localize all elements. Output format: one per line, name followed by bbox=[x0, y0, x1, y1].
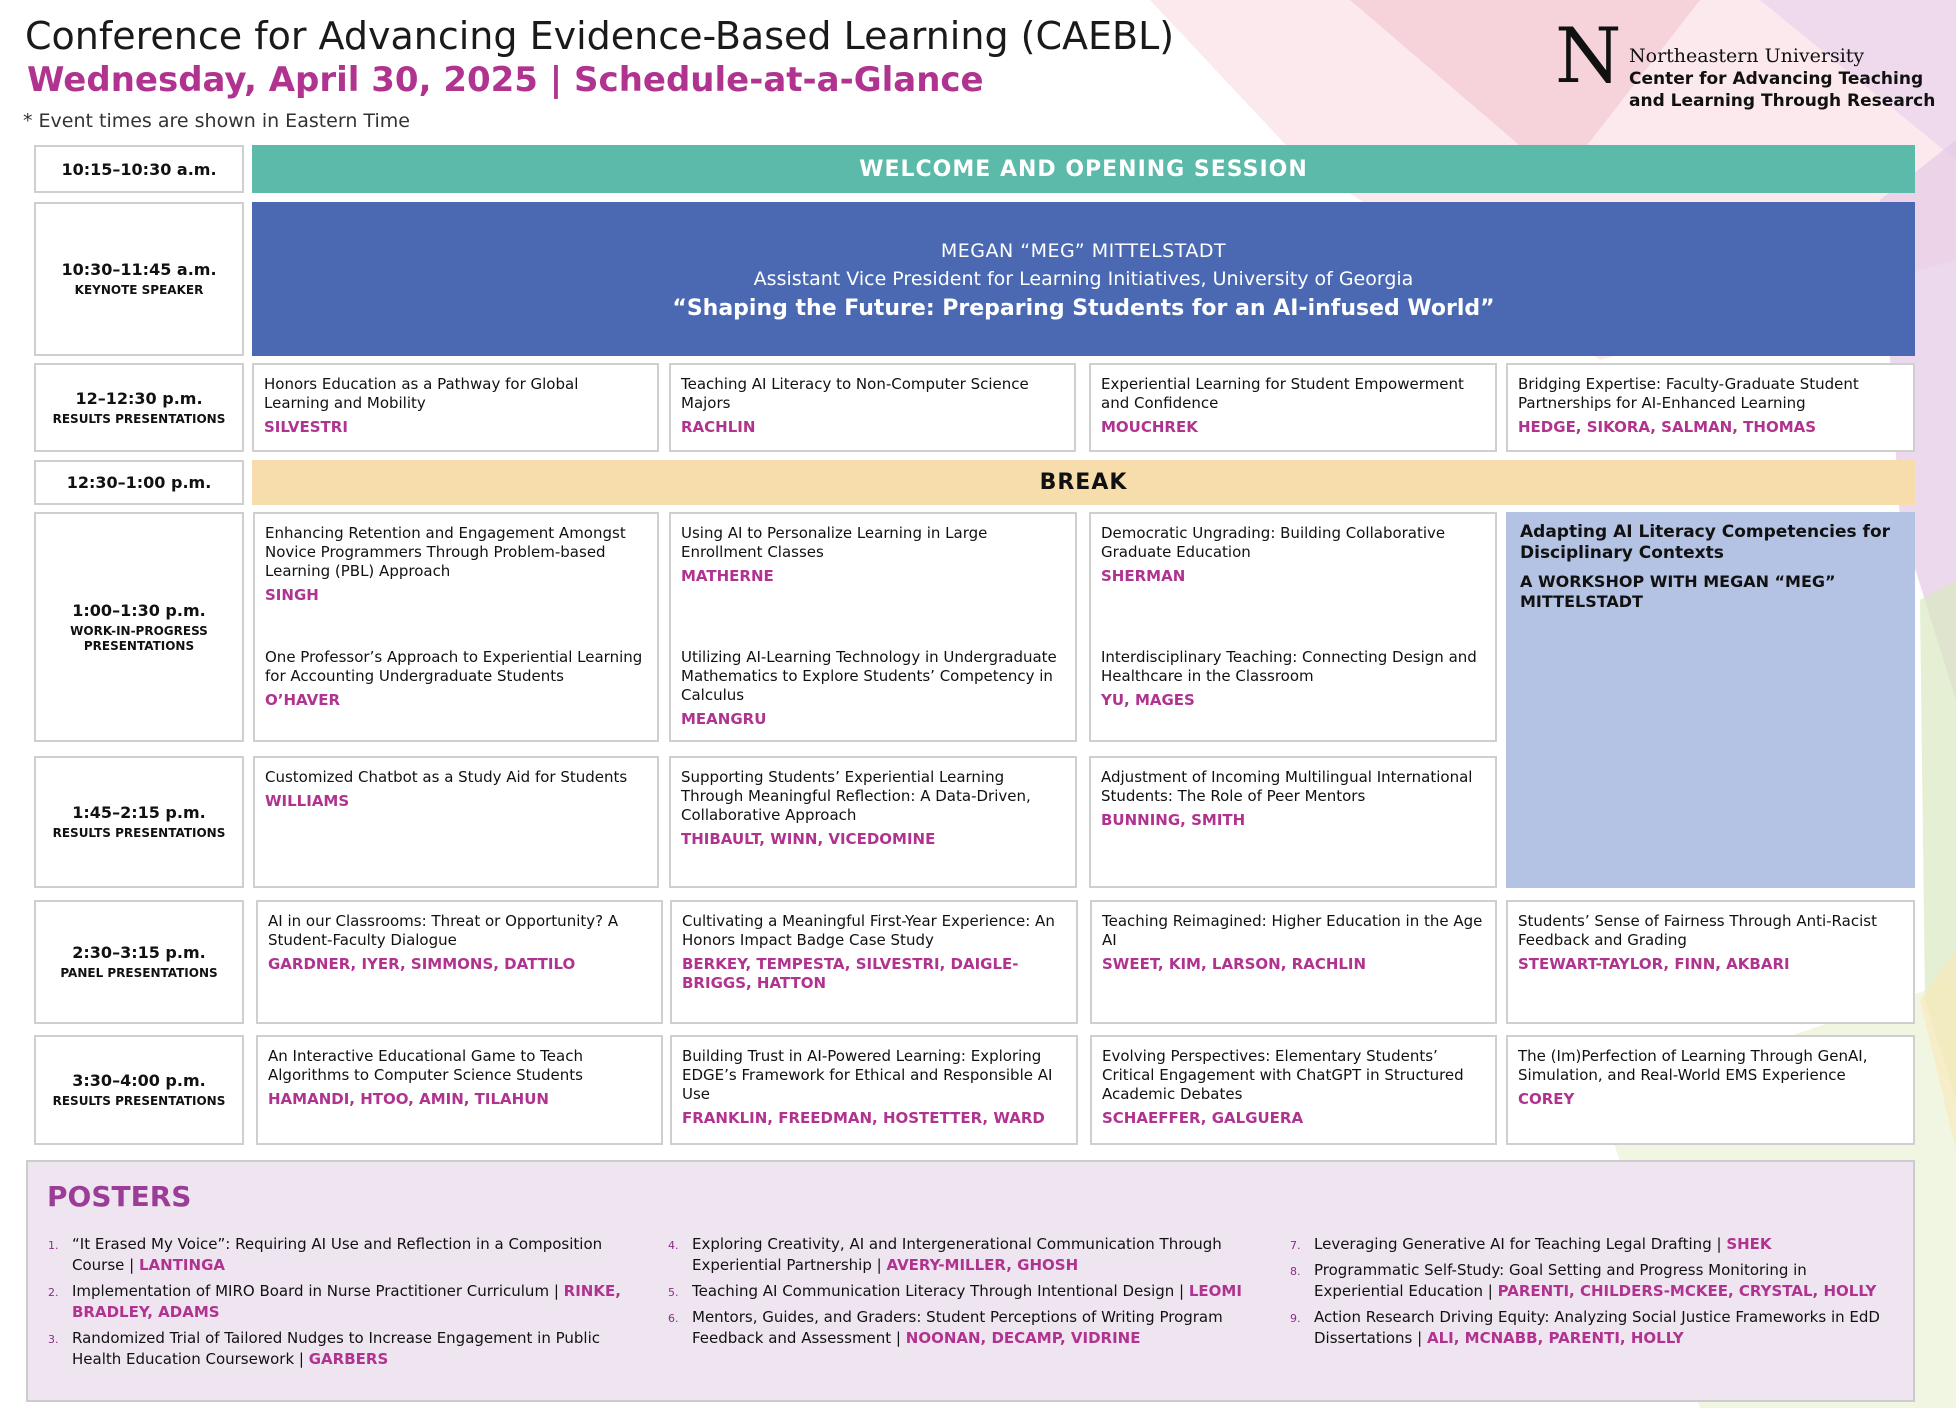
presentation-title: Customized Chatbot as a Study Aid for Students bbox=[265, 768, 628, 786]
presentation-title: Supporting Students’ Experiential Learning Through Meaningful Reflection: A Data-Driven, Collaborative Approach bbox=[681, 768, 1031, 824]
time-break bbox=[34, 460, 244, 505]
session-type-label: KEYNOTE SPEAKER bbox=[74, 283, 204, 297]
presentation-title: Enhancing Retention and Engagement Amongst Novice Programmers Through Problem-based Learning (PBL) Approach bbox=[265, 524, 626, 580]
poster-number: 7. bbox=[1290, 1239, 1301, 1252]
presentation-card bbox=[1090, 900, 1497, 1024]
poster-authors: LEOMI bbox=[1188, 1282, 1242, 1300]
poster-title: Teaching AI Communication Literacy Through Intentional Design | bbox=[692, 1282, 1185, 1300]
poster-column bbox=[668, 1234, 1268, 1354]
presentation-block bbox=[1101, 524, 1485, 648]
time-label: 1:00–1:30 p.m. bbox=[72, 600, 206, 620]
poster-number: 4. bbox=[668, 1239, 679, 1252]
poster-column bbox=[1290, 1234, 1890, 1354]
poster-title: Leveraging Generative AI for Teaching Legal Drafting | bbox=[1314, 1235, 1722, 1253]
time-label: 12–12:30 p.m. bbox=[75, 388, 203, 408]
presentation-title: AI in our Classrooms: Threat or Opportunity? A Student-Faculty Dialogue bbox=[268, 912, 619, 949]
presentation-title: Utilizing AI-Learning Technology in Undergraduate Mathematics to Explore Students’ Competency in Calculus bbox=[681, 648, 1057, 704]
presentation-card-pair bbox=[669, 512, 1077, 742]
poster-item bbox=[48, 1328, 648, 1370]
presentation-card bbox=[1506, 363, 1915, 452]
presentation-block bbox=[1101, 648, 1485, 710]
session-type-label: RESULTS PRESENTATIONS bbox=[52, 826, 226, 840]
poster-title: Randomized Trial of Tailored Nudges to Increase Engagement in Public Health Education Coursework | bbox=[72, 1329, 600, 1368]
break-band: BREAK bbox=[252, 460, 1915, 505]
presentation-card bbox=[1506, 1035, 1915, 1145]
keynote-talk-title: “Shaping the Future: Preparing Students for an AI-infused World” bbox=[672, 296, 1495, 321]
keynote-speaker-role: Assistant Vice President for Learning Initiatives, University of Georgia bbox=[753, 268, 1414, 290]
poster-authors: ALI, MCNABB, PARENTI, HOLLY bbox=[1426, 1329, 1684, 1347]
logo-center-line2: and Learning Through Research bbox=[1629, 91, 1936, 111]
poster-item bbox=[1290, 1307, 1890, 1349]
presentation-card-pair bbox=[1089, 512, 1497, 742]
time-label: 2:30–3:15 p.m. bbox=[72, 943, 206, 962]
time-keynote bbox=[34, 202, 244, 356]
presentation-title: Experiential Learning for Student Empowerment and Confidence bbox=[1101, 375, 1464, 412]
presentation-card bbox=[670, 1035, 1078, 1145]
workshop-subtitle: A WORKSHOP WITH MEGAN “MEG” MITTELSTADT bbox=[1520, 572, 1836, 611]
presentation-card-pair bbox=[253, 512, 659, 742]
poster-item bbox=[668, 1281, 1268, 1302]
welcome-session-band: WELCOME AND OPENING SESSION bbox=[252, 145, 1915, 193]
presentation-card bbox=[252, 363, 659, 452]
time-330 bbox=[34, 1035, 244, 1145]
keynote-speaker-name: MEGAN “MEG” MITTELSTADT bbox=[940, 240, 1227, 262]
poster-number: 2. bbox=[48, 1286, 59, 1299]
poster-item bbox=[48, 1234, 648, 1276]
timezone-note: * Event times are shown in Eastern Time bbox=[23, 110, 410, 132]
poster-number: 3. bbox=[48, 1333, 59, 1346]
session-type-label: RESULTS PRESENTATIONS bbox=[52, 411, 226, 426]
poster-authors: LANTINGA bbox=[138, 1256, 225, 1274]
presentation-card bbox=[256, 1035, 663, 1145]
presentation-block bbox=[681, 648, 1065, 729]
poster-number: 5. bbox=[668, 1286, 679, 1299]
presentation-card bbox=[1090, 1035, 1497, 1145]
time-label: 3:30–4:00 p.m. bbox=[72, 1071, 206, 1090]
time-100 bbox=[34, 512, 244, 742]
session-type-label: WORK-IN-PROGRESS PRESENTATIONS bbox=[70, 623, 208, 653]
presentation-authors: GARDNER, IYER, SIMMONS, DATTILO bbox=[268, 955, 576, 973]
session-type-label: RESULTS PRESENTATIONS bbox=[52, 1094, 226, 1108]
presentation-authors: STEWART-TAYLOR, FINN, AKBARI bbox=[1518, 955, 1790, 973]
presentation-title: Teaching Reimagined: Higher Education in the Age AI bbox=[1102, 912, 1483, 949]
time-label: 10:30–11:45 a.m. bbox=[61, 260, 217, 279]
presentation-card bbox=[669, 363, 1076, 452]
presentation-authors: BUNNING, SMITH bbox=[1101, 811, 1246, 829]
poster-authors: RINKE, BRADLEY, ADAMS bbox=[72, 1282, 621, 1321]
poster-item bbox=[668, 1234, 1268, 1276]
poster-item bbox=[1290, 1260, 1890, 1302]
time-145 bbox=[34, 756, 244, 888]
presentation-authors: O’HAVER bbox=[265, 691, 340, 709]
poster-title: “It Erased My Voice”: Requiring AI Use and Reflection in a Composition Course | bbox=[72, 1235, 603, 1274]
presentation-authors: SWEET, KIM, LARSON, RACHLIN bbox=[1102, 955, 1367, 973]
posters-section bbox=[26, 1160, 1915, 1402]
keynote-band bbox=[252, 202, 1915, 356]
presentation-authors: MATHERNE bbox=[681, 567, 774, 585]
poster-number: 1. bbox=[48, 1239, 59, 1252]
presentation-title: Adjustment of Incoming Multilingual International Students: The Role of Peer Mentors bbox=[1101, 768, 1473, 805]
logo-center-name bbox=[1629, 68, 1935, 112]
time-230 bbox=[34, 900, 244, 1024]
poster-column bbox=[48, 1234, 648, 1375]
presentation-authors: WILLIAMS bbox=[265, 792, 350, 810]
time-label: 1:45–2:15 p.m. bbox=[72, 803, 206, 822]
poster-number: 8. bbox=[1290, 1265, 1301, 1278]
time-label: 12:30–1:00 p.m. bbox=[66, 473, 212, 492]
poster-authors: PARENTI, CHILDERS-MCKEE, CRYSTAL, HOLLY bbox=[1497, 1282, 1877, 1300]
presentation-card bbox=[256, 900, 663, 1024]
presentation-authors: HAMANDI, HTOO, AMIN, TILAHUN bbox=[268, 1090, 549, 1108]
poster-authors: SHEK bbox=[1726, 1235, 1772, 1253]
presentation-authors: SHERMAN bbox=[1101, 567, 1186, 585]
presentation-authors: FRANKLIN, FREEDMAN, HOSTETTER, WARD bbox=[682, 1109, 1045, 1127]
page-subtitle: Wednesday, April 30, 2025 | Schedule-at-a-Glance bbox=[27, 60, 984, 100]
presentation-authors: BERKEY, TEMPESTA, SILVESTRI, DAIGLE-BRIGGS, HATTON bbox=[682, 955, 1019, 992]
presentation-title: Evolving Perspectives: Elementary Students’ Critical Engagement with ChatGPT in Structured Academic Debates bbox=[1102, 1047, 1464, 1103]
poster-title: Implementation of MIRO Board in Nurse Practitioner Curriculum | bbox=[72, 1282, 559, 1300]
presentation-card bbox=[1506, 900, 1915, 1024]
presentation-title: Students’ Sense of Fairness Through Anti-Racist Feedback and Grading bbox=[1518, 912, 1877, 949]
poster-authors: NOONAN, DECAMP, VIDRINE bbox=[905, 1329, 1141, 1347]
poster-item bbox=[668, 1307, 1268, 1349]
presentation-block bbox=[265, 648, 647, 710]
presentation-authors: MEANGRU bbox=[681, 710, 767, 728]
poster-authors: GARBERS bbox=[308, 1350, 389, 1368]
northeastern-logo-letter: N bbox=[1555, 11, 1622, 100]
poster-title: Exploring Creativity, AI and Intergenerational Communication Through Experiential Partnership | bbox=[692, 1235, 1222, 1274]
presentation-card bbox=[1089, 363, 1497, 452]
time-label: 10:15–10:30 a.m. bbox=[61, 159, 217, 179]
poster-item bbox=[1290, 1234, 1890, 1255]
poster-authors: AVERY-MILLER, GHOSH bbox=[886, 1256, 1079, 1274]
presentation-title: Democratic Ungrading: Building Collaborative Graduate Education bbox=[1101, 524, 1446, 561]
time-welcome bbox=[34, 145, 244, 193]
poster-item bbox=[48, 1281, 648, 1323]
page-title: Conference for Advancing Evidence-Based Learning (CAEBL) bbox=[25, 14, 1175, 58]
presentation-authors: SILVESTRI bbox=[264, 418, 348, 436]
workshop-title: Adapting AI Literacy Competencies for Disciplinary Contexts bbox=[1520, 522, 1891, 563]
presentation-authors: COREY bbox=[1518, 1090, 1575, 1108]
presentation-card bbox=[670, 900, 1078, 1024]
presentation-title: Honors Education as a Pathway for Global Learning and Mobility bbox=[264, 375, 579, 412]
poster-number: 6. bbox=[668, 1312, 679, 1325]
presentation-authors: YU, MAGES bbox=[1101, 691, 1195, 709]
presentation-title: Using AI to Personalize Learning in Large Enrollment Classes bbox=[681, 524, 988, 561]
time-1200 bbox=[34, 363, 244, 452]
presentation-authors: THIBAULT, WINN, VICEDOMINE bbox=[681, 830, 936, 848]
presentation-card bbox=[669, 756, 1077, 888]
logo-university-name: Northeastern University bbox=[1629, 45, 1865, 67]
presentation-authors: MOUCHREK bbox=[1101, 418, 1198, 436]
presentation-authors: SCHAEFFER, GALGUERA bbox=[1102, 1109, 1304, 1127]
poster-number: 9. bbox=[1290, 1312, 1301, 1325]
presentation-block bbox=[265, 524, 647, 648]
presentation-title: One Professor’s Approach to Experiential Learning for Accounting Undergraduate Students bbox=[265, 648, 643, 685]
presentation-authors: HEDGE, SIKORA, SALMAN, THOMAS bbox=[1518, 418, 1817, 436]
posters-heading: POSTERS bbox=[47, 1180, 192, 1213]
presentation-title: Bridging Expertise: Faculty-Graduate Student Partnerships for AI-Enhanced Learning bbox=[1518, 375, 1859, 412]
presentation-title: The (Im)Perfection of Learning Through GenAI, Simulation, and Real-World EMS Experience bbox=[1518, 1047, 1868, 1084]
presentation-block bbox=[681, 524, 1065, 648]
workshop-block bbox=[1506, 512, 1915, 888]
presentation-authors: SINGH bbox=[265, 586, 319, 604]
poster-title: Programmatic Self-Study: Goal Setting and Progress Monitoring in Experiential Education | bbox=[1314, 1261, 1807, 1300]
poster-title: Mentors, Guides, and Graders: Student Perceptions of Writing Program Feedback and Assessment | bbox=[692, 1308, 1223, 1347]
logo-center-line1: Center for Advancing Teaching bbox=[1629, 69, 1924, 89]
presentation-title: Cultivating a Meaningful First-Year Experience: An Honors Impact Badge Case Study bbox=[682, 912, 1055, 949]
presentation-title: Teaching AI Literacy to Non-Computer Science Majors bbox=[681, 375, 1029, 412]
session-type-label: PANEL PRESENTATIONS bbox=[60, 966, 218, 980]
presentation-authors: RACHLIN bbox=[681, 418, 756, 436]
poster-title: Action Research Driving Equity: Analyzing Social Justice Frameworks in EdD Dissertations | bbox=[1314, 1308, 1880, 1347]
presentation-title: An Interactive Educational Game to Teach Algorithms to Computer Science Students bbox=[268, 1047, 583, 1084]
presentation-card bbox=[1089, 756, 1497, 888]
presentation-title: Interdisciplinary Teaching: Connecting Design and Healthcare in the Classroom bbox=[1101, 648, 1477, 685]
presentation-card bbox=[253, 756, 659, 888]
presentation-title: Building Trust in AI-Powered Learning: Exploring EDGE’s Framework for Ethical and Responsible AI Use bbox=[682, 1047, 1053, 1103]
